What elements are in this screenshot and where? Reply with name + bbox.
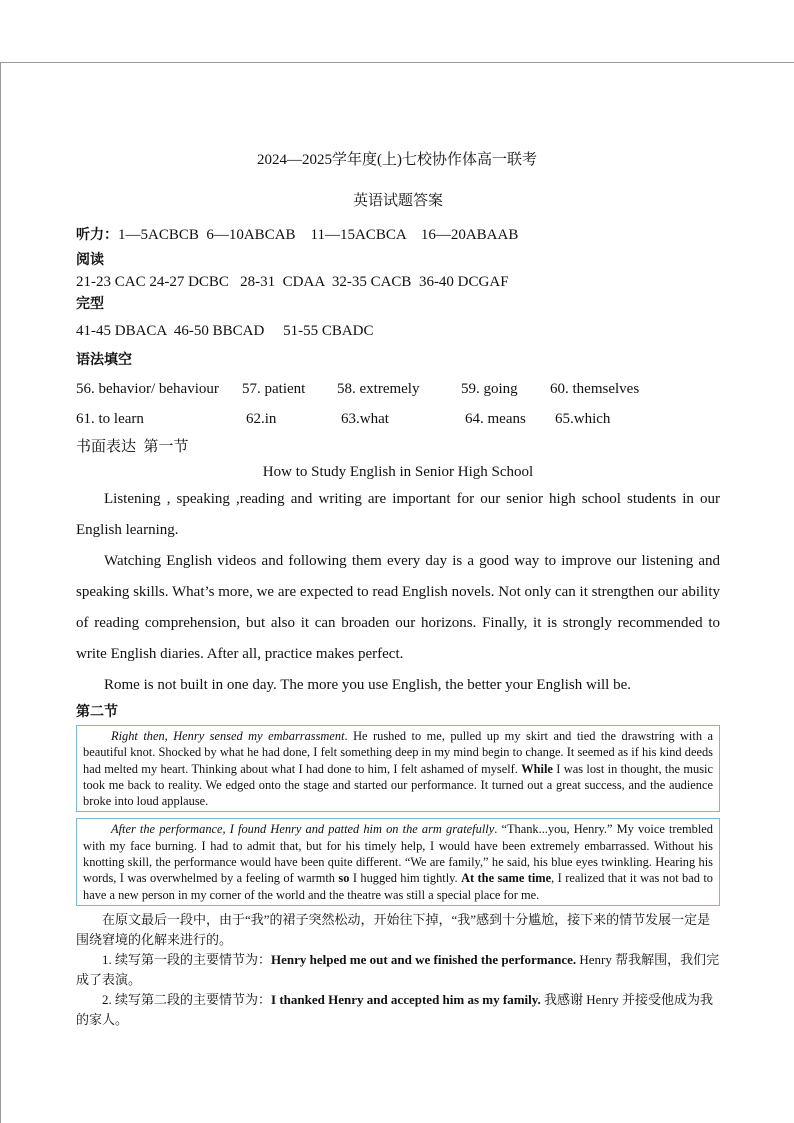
paragraph-text: , I realized that it was not bad to have a new person in my corner of the world and the theatre was still a special place for me. <box>83 871 713 902</box>
grammar-answer: 59. going <box>461 381 518 397</box>
listening-answers <box>76 224 720 246</box>
essay-title: How to Study English in Senior High School <box>262 464 534 480</box>
grammar-answer: 57. patient <box>242 381 306 397</box>
essay-body <box>76 484 720 701</box>
page-subtitle: 英语试题答案 <box>352 193 443 209</box>
analysis-english: Henry helped me out and we finished the performance. <box>271 951 577 967</box>
analysis-item-1 <box>76 950 720 990</box>
paragraph-text: . He rushed to me, pulled up my skirt and tied the drawstring with a beautiful knot. Shocked by what he had done, I felt something deep in my mind begin to change. It seemed as if his kind deeds had melted my heart. Thinking about what I had done to him, I felt ashamed of myself. <box>83 729 713 776</box>
analysis-text: 1. 续写第一段的主要情节为： <box>102 951 272 967</box>
grammar-answer: 63.what <box>341 411 389 427</box>
paragraph-text: . “Thank...you, Henry.” My voice trembled with my face burning. I had to admit that, but for his timely help, I would have been extremely embarrassed. Without his knotting skill, the performance would have been quite different. “We are family,” he said, his blue eyes twinkling. Hearing his words, I was overwhelmed by a feeling of warmth <box>83 822 713 886</box>
grammar-answer: 58. extremely <box>337 381 420 397</box>
plot-analysis <box>76 910 720 1030</box>
grammar-answer: 64. means <box>465 411 526 427</box>
cloze-label: 完型 <box>76 296 104 312</box>
analysis-text: 2. 续写第二段的主要情节为： <box>102 991 272 1007</box>
listening-label: 听力： <box>76 227 118 243</box>
highlight-phrase: At the same time <box>461 871 552 886</box>
grammar-answer: 56. behavior/ behaviour <box>76 381 219 397</box>
paragraph-text: I hugged him tightly. <box>349 871 462 886</box>
page-frame-top <box>0 62 794 63</box>
paragraph-lead-sentence: After the performance, I found Henry and patted him on the arm gratefully <box>111 822 495 837</box>
analysis-item-2 <box>76 990 720 1030</box>
grammar-answer: 61. to learn <box>76 411 144 427</box>
grammar-row-1 <box>76 374 720 404</box>
grammar-answer: 60. themselves <box>550 381 640 397</box>
highlight-word: so <box>338 871 350 886</box>
writing-section-2-label: 第二节 <box>76 704 118 720</box>
cloze-answers: 41-45 DBACA 46-50 BBCAD 51-55 CBADC <box>76 323 374 339</box>
listening-answers-text: 1—5ACBCB 6—10ABCAB 11—15ACBCA 16—20ABAAB <box>118 227 519 243</box>
analysis-english: I thanked Henry and accepted him as my family. <box>271 991 541 1007</box>
continuation-paragraph-2 <box>76 818 720 905</box>
page-title: 2024—2025学年度(上)七校协作体高一联考 <box>257 152 537 168</box>
reading-answers: 21-23 CAC 24-27 DCBC 28-31 CDAA 32-35 CACB 36-40 DCGAF <box>76 274 509 290</box>
grammar-row-2 <box>76 404 720 434</box>
continuation-paragraph-1 <box>76 725 720 812</box>
page-frame-left <box>0 62 1 1123</box>
answer-sheet <box>76 148 720 1030</box>
reading-label: 阅读 <box>76 252 104 268</box>
analysis-text: Henry 帮我解围，我们完成了表演。 <box>76 951 720 987</box>
grammar-label: 语法填空 <box>76 352 132 368</box>
paragraph-lead-sentence: Right then, Henry sensed my embarrassment <box>111 729 345 743</box>
analysis-text: 我感谢 Henry 并接受他成为我的家人。 <box>76 991 714 1027</box>
essay-paragraph: Watching English videos and following them every day is a good way to improve our listening and speaking skills. What’s more, we are expected to read English novels. Not only can it strengthen our ability of reading comprehension, but also it can broaden our horizons. Finally, it is strongly recommended to write English diaries. After all, practice makes perfect. <box>76 553 720 662</box>
highlight-word: While <box>521 761 553 776</box>
writing-section-1-label: 书面表达 第一节 <box>76 439 189 455</box>
analysis-intro: 在原文最后一段中，由于“我”的裙子突然松动，开始往下掉，“我”感到十分尴尬，接下来的情节发展一定是围绕窘境的化解来进行的。 <box>76 911 711 947</box>
grammar-answer: 65.which <box>555 411 611 427</box>
paragraph-text: I was lost in thought, the music took me back to reality. We edged onto the stage and started our performance. It turned out a great success, and the audience broke into loud applause. <box>83 761 713 809</box>
essay-paragraph: Listening , speaking ,reading and writing are important for our senior high school students in our English learning. <box>76 491 720 538</box>
essay-paragraph: Rome is not built in one day. The more you use English, the better your English will be. <box>104 677 632 693</box>
grammar-answer: 62.in <box>246 411 277 427</box>
